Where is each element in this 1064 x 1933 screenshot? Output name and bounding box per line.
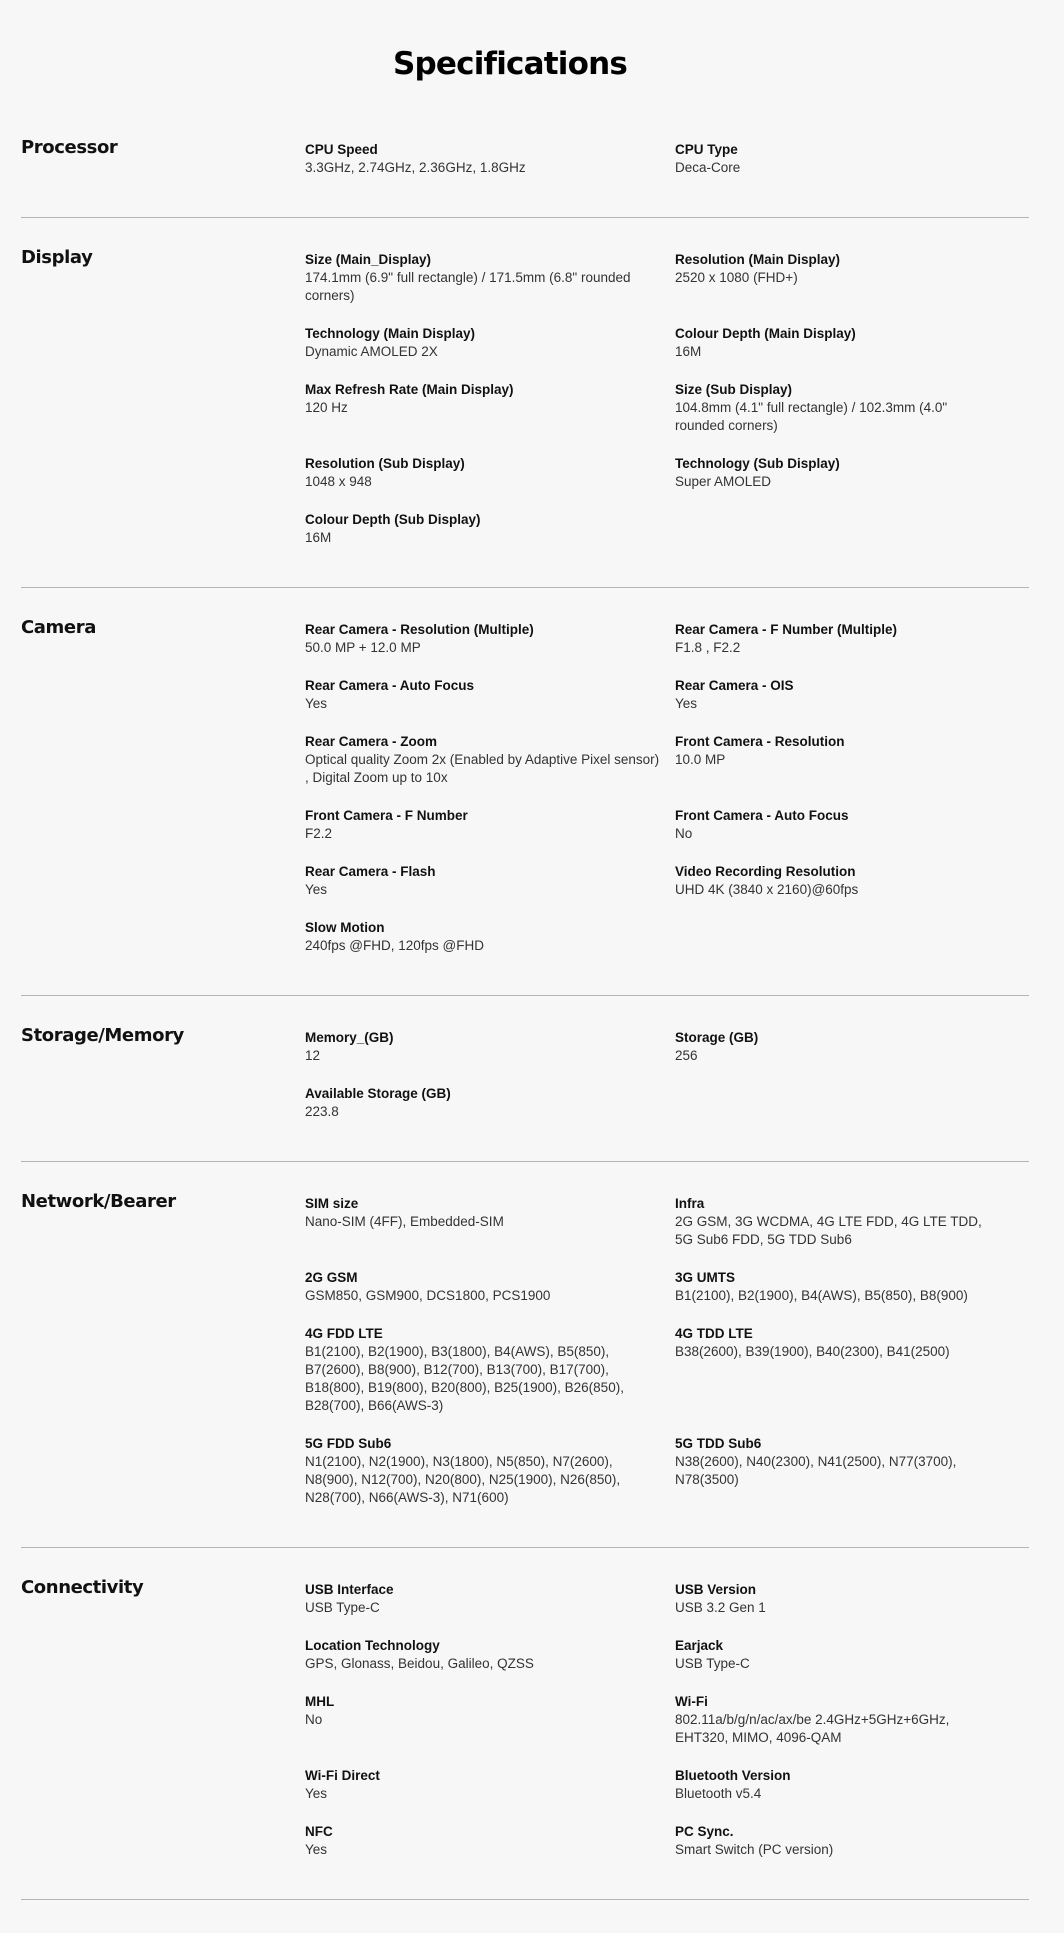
spec-item <box>305 1581 675 1617</box>
spec-section-connectivity <box>21 1577 1029 1900</box>
spec-label: 4G TDD LTE <box>675 1326 753 1341</box>
spec-item <box>675 141 1005 177</box>
spec-value: Yes <box>305 696 328 711</box>
spec-item <box>675 1637 1005 1673</box>
spec-value: 1048 x 948 <box>305 474 372 489</box>
spec-label: Infra <box>675 1196 705 1211</box>
spec-label: Location Technology <box>305 1638 440 1653</box>
spec-section-display <box>21 247 1029 588</box>
spec-label: Rear Camera - OIS <box>675 678 794 693</box>
spec-value: 50.0 MP + 12.0 MP <box>305 640 421 655</box>
spec-label: 5G TDD Sub6 <box>675 1436 762 1451</box>
spec-label: Size (Sub Display) <box>675 382 793 397</box>
spec-section-storage-memory <box>21 1025 1029 1162</box>
spec-item <box>675 1767 1005 1803</box>
spec-value: F2.2 <box>305 826 333 841</box>
spec-value: N38(2600), N40(2300), N41(2500), N77(3700), N78(3500) <box>675 1454 957 1487</box>
spec-value: 174.1mm (6.9" full rectangle) / 171.5mm (6.8" rounded corners) <box>305 270 631 303</box>
spec-value: USB Type-C <box>305 1600 380 1615</box>
spec-label: USB Version <box>675 1582 757 1597</box>
spec-label: 5G FDD Sub6 <box>305 1436 392 1451</box>
spec-item <box>305 455 675 491</box>
spec-item <box>675 325 1005 361</box>
spec-item <box>675 1693 1005 1747</box>
spec-value: 120 Hz <box>305 400 348 415</box>
spec-value: B38(2600), B39(1900), B40(2300), B41(2500) <box>675 1344 950 1359</box>
spec-label: CPU Type <box>675 142 738 157</box>
spec-item <box>675 1269 1005 1305</box>
spec-item <box>305 1195 675 1249</box>
spec-item <box>305 381 675 435</box>
spec-item <box>675 251 1005 305</box>
spec-value: Optical quality Zoom 2x (Enabled by Adaptive Pixel sensor) , Digital Zoom up to 10x <box>305 752 660 785</box>
spec-label: Rear Camera - Flash <box>305 864 436 879</box>
spec-value: 223.8 <box>305 1104 339 1119</box>
spec-value: 2520 x 1080 (FHD+) <box>675 270 798 285</box>
spec-value: UHD 4K (3840 x 2160)@60fps <box>675 882 859 897</box>
spec-label: CPU Speed <box>305 142 378 157</box>
spec-item <box>675 863 1005 899</box>
spec-item <box>305 677 675 713</box>
spec-value: N1(2100), N2(1900), N3(1800), N5(850), N7(2600), N8(900), N12(700), N20(800), N25(1900), N26(850), N28(700), N66(AWS-3), N71(600) <box>305 1454 621 1505</box>
spec-item <box>675 1325 1005 1415</box>
spec-label: Earjack <box>675 1638 724 1653</box>
spec-label: 4G FDD LTE <box>305 1326 383 1341</box>
spec-section-camera <box>21 617 1029 996</box>
spec-label: Size (Main_Display) <box>305 252 432 267</box>
spec-label: Available Storage (GB) <box>305 1086 451 1101</box>
spec-label: Technology (Sub Display) <box>675 456 840 471</box>
spec-value: Smart Switch (PC version) <box>675 1842 834 1857</box>
section-title: Storage/Memory <box>21 1025 184 1046</box>
spec-value: 2G GSM, 3G WCDMA, 4G LTE FDD, 4G LTE TDD, 5G Sub6 FDD, 5G TDD Sub6 <box>675 1214 982 1247</box>
spec-label: Front Camera - Auto Focus <box>675 808 849 823</box>
spec-label: Max Refresh Rate (Main Display) <box>305 382 514 397</box>
spec-value: Super AMOLED <box>675 474 772 489</box>
spec-value: Dynamic AMOLED 2X <box>305 344 438 359</box>
spec-section-network-bearer <box>21 1191 1029 1548</box>
spec-label: Slow Motion <box>305 920 385 935</box>
spec-label: Resolution (Sub Display) <box>305 456 465 471</box>
spec-value: 16M <box>305 530 332 545</box>
spec-item <box>305 1085 675 1121</box>
spec-section-processor <box>21 137 1029 218</box>
spec-value: 16M <box>675 344 702 359</box>
spec-sections <box>21 137 1029 1933</box>
spec-item <box>305 1325 675 1415</box>
spec-item <box>305 141 675 177</box>
spec-value: No <box>305 1712 323 1727</box>
spec-label: 3G UMTS <box>675 1270 736 1285</box>
spec-label: MHL <box>305 1694 335 1709</box>
spec-value: Yes <box>305 1842 328 1857</box>
spec-grid <box>305 1581 1029 1879</box>
spec-label: Rear Camera - Zoom <box>305 734 438 749</box>
spec-item <box>305 1269 675 1305</box>
spec-item <box>305 621 675 657</box>
spec-label: Colour Depth (Sub Display) <box>305 512 481 527</box>
spec-item <box>675 733 1005 787</box>
spec-value: Yes <box>675 696 698 711</box>
spec-item <box>675 1581 1005 1617</box>
section-title: Display <box>21 247 93 268</box>
spec-value: 12 <box>305 1048 321 1063</box>
spec-item <box>305 807 675 843</box>
spec-value: 3.3GHz, 2.74GHz, 2.36GHz, 1.8GHz <box>305 160 526 175</box>
spec-value: 802.11a/b/g/n/ac/ax/be 2.4GHz+5GHz+6GHz, EHT320, MIMO, 4096-QAM <box>675 1712 950 1745</box>
spec-value: GPS, Glonass, Beidou, Galileo, QZSS <box>305 1656 534 1671</box>
spec-value: Yes <box>305 1786 328 1801</box>
spec-item <box>305 733 675 787</box>
spec-grid <box>305 1029 1029 1141</box>
spec-label: Storage (GB) <box>675 1030 759 1045</box>
spec-value: Deca-Core <box>675 160 741 175</box>
spec-label: NFC <box>305 1824 333 1839</box>
spec-item <box>305 1823 675 1859</box>
spec-item <box>305 325 675 361</box>
spec-label: Wi-Fi <box>675 1694 708 1709</box>
spec-value: Nano-SIM (4FF), Embedded-SIM <box>305 1214 504 1229</box>
spec-value: B1(2100), B2(1900), B3(1800), B4(AWS), B5(850), B7(2600), B8(900), B12(700), B13(700), B17(700), B18(800), B19(800), B20(800), B25(1900), B26(850), B28(700), B66(AWS-3) <box>305 1344 624 1413</box>
spec-value: 256 <box>675 1048 698 1063</box>
spec-label: Rear Camera - Resolution (Multiple) <box>305 622 534 637</box>
spec-item <box>305 511 675 547</box>
spec-item <box>305 919 675 955</box>
spec-label: Resolution (Main Display) <box>675 252 841 267</box>
spec-label: Bluetooth Version <box>675 1768 791 1783</box>
spec-item <box>675 1029 1005 1065</box>
spec-value: No <box>675 826 693 841</box>
spec-item <box>305 1767 675 1803</box>
spec-item <box>305 1637 675 1673</box>
spec-label: 2G GSM <box>305 1270 358 1285</box>
spec-value: 104.8mm (4.1" full rectangle) / 102.3mm (4.0" rounded corners) <box>675 400 948 433</box>
spec-value: Bluetooth v5.4 <box>675 1786 762 1801</box>
section-title: Processor <box>21 137 118 158</box>
spec-label: Front Camera - Resolution <box>675 734 845 749</box>
spec-item <box>675 1195 1005 1249</box>
spec-label: Front Camera - F Number <box>305 808 468 823</box>
spec-grid <box>305 621 1029 975</box>
spec-label: Rear Camera - F Number (Multiple) <box>675 622 898 637</box>
spec-item <box>675 455 1005 491</box>
spec-label: Technology (Main Display) <box>305 326 476 341</box>
spec-item <box>675 1435 1005 1507</box>
spec-value: F1.8 , F2.2 <box>675 640 741 655</box>
spec-label: Video Recording Resolution <box>675 864 856 879</box>
spec-label: Colour Depth (Main Display) <box>675 326 856 341</box>
spec-grid <box>305 1195 1029 1527</box>
spec-item <box>305 863 675 899</box>
spec-value: USB 3.2 Gen 1 <box>675 1600 766 1615</box>
spec-label: Rear Camera - Auto Focus <box>305 678 475 693</box>
spec-label: PC Sync. <box>675 1824 734 1839</box>
page-title: Specifications <box>392 46 627 82</box>
spec-item <box>675 381 1005 435</box>
section-title: Connectivity <box>21 1577 144 1598</box>
spec-value: 240fps @FHD, 120fps @FHD <box>305 938 484 953</box>
spec-label: Wi-Fi Direct <box>305 1768 380 1783</box>
section-title: Network/Bearer <box>21 1191 176 1212</box>
spec-grid <box>305 251 1029 567</box>
spec-item <box>675 677 1005 713</box>
spec-value: GSM850, GSM900, DCS1800, PCS1900 <box>305 1288 551 1303</box>
spec-value: B1(2100), B2(1900), B4(AWS), B5(850), B8(900) <box>675 1288 968 1303</box>
spec-item <box>675 807 1005 843</box>
spec-item <box>305 251 675 305</box>
spec-item <box>305 1029 675 1065</box>
spec-value: 10.0 MP <box>675 752 726 767</box>
spec-label: USB Interface <box>305 1582 394 1597</box>
spec-value: Yes <box>305 882 328 897</box>
spec-label: Memory_(GB) <box>305 1030 394 1045</box>
spec-item <box>675 621 1005 657</box>
section-title: Camera <box>21 617 96 638</box>
spec-item <box>675 1823 1005 1859</box>
spec-grid <box>305 141 1029 197</box>
spec-value: USB Type-C <box>675 1656 750 1671</box>
spec-label: SIM size <box>305 1196 359 1211</box>
spec-item <box>305 1435 675 1507</box>
spec-item <box>305 1693 675 1747</box>
